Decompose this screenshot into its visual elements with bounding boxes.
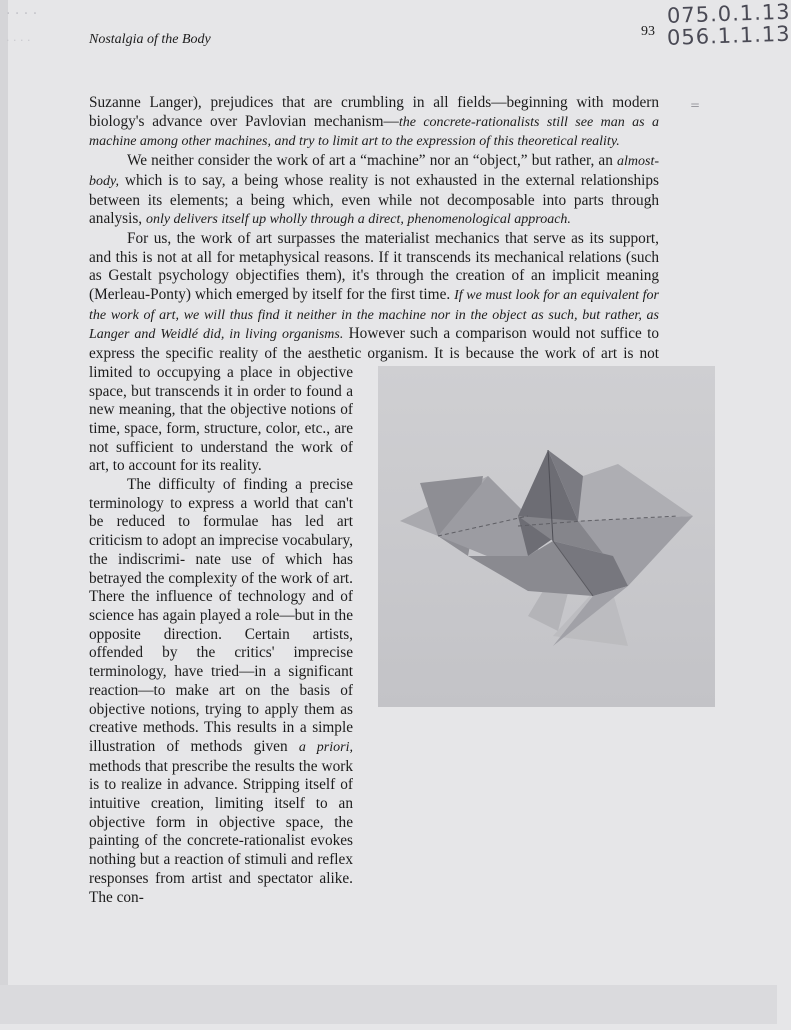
handwritten-catalog-number-1: 075.0.1.13 — [666, 0, 791, 28]
p3-text-a: For us, the work of art surpasses the materialist mechanics that serve as its support, and this is not at all for metaphysical reasons. If it transcends its mechanical relations (such as Gestalt psychology objectifies them), it's through the creation of an implicit meaning (Merleau-Ponty) which emerged by itself for the first time. — [89, 229, 659, 304]
sculpture-photograph — [378, 366, 715, 707]
page-number: 93 — [641, 24, 655, 39]
folded-metal-sculpture-image — [378, 366, 715, 707]
p4-italic: a priori, — [298, 739, 353, 755]
p2-text-b: which is to say, a being whose reality is not exhausted in the external relationships between its elements; a being which, even while not decomposable into parts through analysis, — [89, 171, 659, 228]
p4-text-b: nate use of which has betrayed the complexity of the work of art. There the influence of technology and of science has again played a role—but in the opposite direction. Certain artists, offended by the critics' imprecise terminology, have tried—in a significant reaction—to make art on the basis of objective notions, trying to apply them as creative methods. This results in a simple illustration of methods given — [89, 550, 354, 755]
running-header-title: Nostalgia of the Body — [89, 32, 211, 47]
p2-italic-a: almost-body, — [89, 154, 659, 189]
page-edge — [0, 0, 8, 1024]
p4-text-a: The difficulty of finding a precise terminology to express a world that can't be reduced to formulae has led art criticism to adopt an imprecise vocabulary, the indiscrimi- — [89, 476, 353, 568]
p1-text: Suzanne Langer), prejudices that are crumbling in all fields—beginning with modern biology's advance over Pavlovian mechanism— — [89, 94, 659, 130]
p1-italic: the concrete-rationalists still see man as a machine among other machines, and try to limit art to the expression of this theoretical reality. — [89, 114, 659, 150]
faint-pencil-mark: · · · · — [6, 6, 38, 22]
p3-italic: If we must look for an equivalent for the work of art, we will thus find it neither in the machine nor in the object as such, but rather, as Langer and Weidlé did, in living organisms. — [89, 288, 659, 343]
paragraph-2 — [89, 152, 659, 230]
margin-mark: = — [690, 98, 701, 112]
handwritten-catalog-number-2: 056.1.1.13 — [666, 21, 791, 50]
p4-text-c: methods that prescribe the results the work is to realize in advance. Stripping itself of intuitive creation, limiting itself to an objective form in objective space, the painting of the concrete-rationalist evokes nothing but a reaction of stimuli and reflex responses from artist and spectator alike. The con- — [89, 757, 353, 906]
faint-pencil-mark-2: · · · · — [6, 34, 31, 47]
p2-text-a: We neither consider the work of art a “machine” nor an “object,” but rather, an — [127, 152, 617, 170]
paragraph-1 — [89, 94, 659, 152]
p3-text-b: However such a comparison would not suffice to express the specific reality of the aesthetic organism. It is because the work of art is not limited to occupying a place in objective space, but transcends it in order to found a new meaning, that the objective notions of time, space, form, structure, color, etc., are not sufficient to understand the work of art, to account for its reality. — [89, 325, 659, 475]
p2-italic-b: only delivers itself up wholly through a direct, phenomenological approach. — [145, 212, 571, 228]
